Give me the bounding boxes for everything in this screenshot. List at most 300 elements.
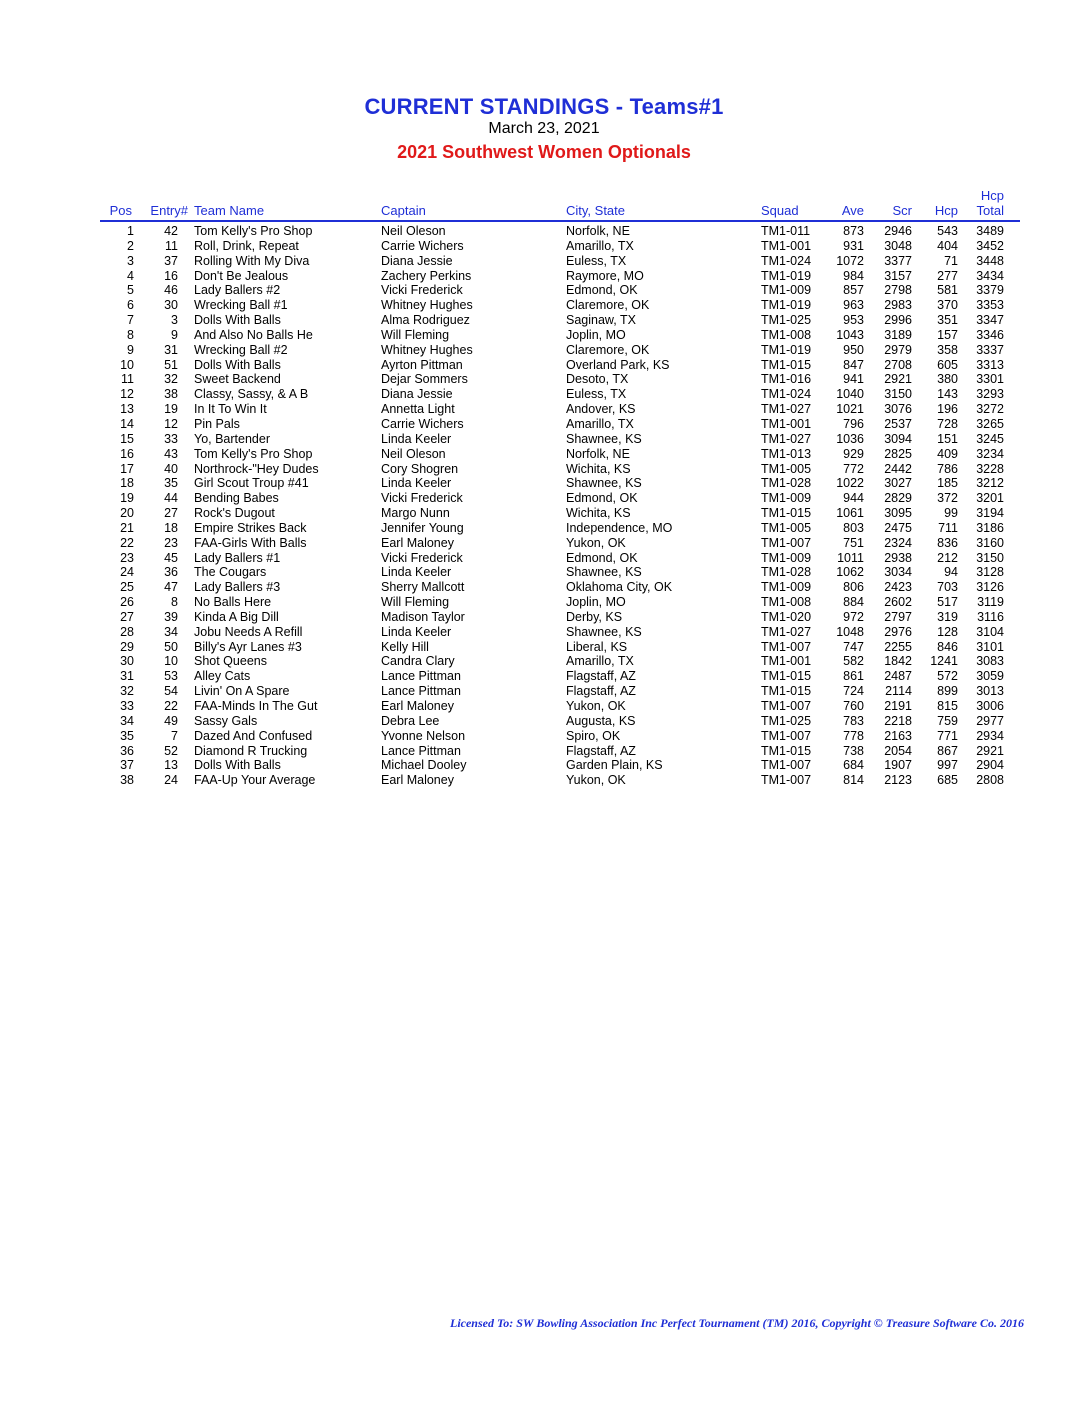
cell-entry: 19 bbox=[164, 402, 178, 417]
cell-ave: 747 bbox=[843, 639, 864, 654]
cell-city: Edmond, OK bbox=[566, 491, 638, 506]
cell-city: Joplin, MO bbox=[566, 595, 626, 610]
cell-ave: 953 bbox=[843, 313, 864, 328]
cell-captain: Diana Jessie bbox=[381, 253, 453, 268]
cell-squad: TM1-009 bbox=[761, 283, 812, 298]
cell-hcp: 277 bbox=[937, 268, 958, 283]
cell-squad: TM1-027 bbox=[761, 624, 812, 639]
cell-squad: TM1-005 bbox=[761, 461, 812, 476]
cell-entry: 36 bbox=[164, 565, 178, 580]
cell-team: Don't Be Jealous bbox=[194, 268, 289, 283]
cell-entry: 27 bbox=[164, 506, 178, 521]
table-row bbox=[100, 447, 1020, 462]
cell-hcp: 517 bbox=[937, 595, 958, 610]
cell-city: Raymore, MO bbox=[566, 268, 644, 283]
cell-team: Rock's Dugout bbox=[194, 506, 275, 521]
cell-pos: 32 bbox=[120, 684, 134, 699]
cell-hcp: 846 bbox=[937, 639, 958, 654]
event-name: 2021 Southwest Women Optionals bbox=[397, 142, 691, 162]
cell-pos: 16 bbox=[120, 446, 134, 461]
cell-squad: TM1-016 bbox=[761, 372, 812, 387]
cell-hcp: 711 bbox=[938, 520, 958, 535]
cell-scr: 2487 bbox=[884, 669, 912, 684]
cell-pos: 9 bbox=[127, 342, 134, 357]
cell-scr: 3377 bbox=[884, 253, 912, 268]
table-row bbox=[100, 744, 1020, 759]
cell-squad: TM1-028 bbox=[761, 565, 812, 580]
cell-pos: 2 bbox=[127, 238, 134, 253]
cell-pos: 3 bbox=[127, 253, 134, 268]
cell-entry: 8 bbox=[171, 595, 178, 610]
cell-entry: 24 bbox=[164, 773, 178, 788]
report-date: March 23, 2021 bbox=[488, 120, 600, 137]
cell-hcp: 370 bbox=[937, 298, 958, 313]
column-header-entry: Entry# bbox=[150, 203, 188, 218]
cell-ave: 873 bbox=[843, 224, 864, 238]
cell-captain: Lance Pittman bbox=[381, 743, 461, 758]
cell-pos: 35 bbox=[120, 728, 134, 743]
cell-squad: TM1-013 bbox=[761, 446, 812, 461]
cell-pos: 4 bbox=[127, 268, 134, 283]
cell-entry: 49 bbox=[164, 713, 178, 728]
cell-total: 2934 bbox=[976, 728, 1004, 743]
cell-squad: TM1-027 bbox=[761, 402, 812, 417]
cell-city: Oklahoma City, OK bbox=[566, 580, 673, 595]
cell-city: Wichita, KS bbox=[566, 506, 631, 521]
column-header-city: City, State bbox=[566, 203, 626, 218]
cell-captain: Debra Lee bbox=[381, 713, 440, 728]
table-row bbox=[100, 610, 1020, 625]
cell-hcp: 157 bbox=[937, 327, 958, 342]
cell-scr: 2708 bbox=[884, 357, 912, 372]
cell-team: Tom Kelly's Pro Shop bbox=[194, 224, 313, 238]
cell-ave: 582 bbox=[843, 654, 864, 669]
cell-squad: TM1-009 bbox=[761, 550, 812, 565]
table-row bbox=[100, 595, 1020, 610]
cell-hcp: 759 bbox=[937, 713, 958, 728]
table-row bbox=[100, 476, 1020, 491]
cell-squad: TM1-019 bbox=[761, 342, 812, 357]
cell-total: 2904 bbox=[976, 758, 1004, 773]
cell-captain: Linda Keeler bbox=[381, 565, 452, 580]
cell-team: Dolls With Balls bbox=[194, 313, 281, 328]
cell-team: Dazed And Confused bbox=[194, 728, 313, 743]
cell-squad: TM1-015 bbox=[761, 669, 812, 684]
cell-squad: TM1-007 bbox=[761, 699, 812, 713]
cell-pos: 25 bbox=[120, 580, 134, 595]
cell-entry: 3 bbox=[171, 313, 178, 328]
cell-scr: 3095 bbox=[884, 506, 912, 521]
cell-team: Yo, Bartender bbox=[194, 431, 270, 446]
cell-city: Saginaw, TX bbox=[566, 313, 636, 328]
cell-ave: 772 bbox=[843, 461, 864, 476]
cell-team: Jobu Needs A Refill bbox=[194, 624, 303, 639]
cell-entry: 22 bbox=[164, 699, 178, 713]
cell-captain: Zachery Perkins bbox=[381, 268, 472, 283]
cell-city: Shawnee, KS bbox=[566, 624, 642, 639]
cell-team: Wrecking Ball #2 bbox=[194, 342, 288, 357]
cell-hcp: 728 bbox=[937, 416, 958, 431]
cell-ave: 984 bbox=[843, 268, 864, 283]
cell-captain: Linda Keeler bbox=[381, 476, 452, 491]
column-header-total-line1: Hcp bbox=[980, 188, 1004, 203]
cell-hcp: 409 bbox=[937, 446, 958, 461]
cell-team: Billy's Ayr Lanes #3 bbox=[194, 639, 302, 654]
cell-captain: Carrie Wichers bbox=[381, 416, 464, 431]
cell-city: Garden Plain, KS bbox=[566, 758, 663, 773]
cell-captain: Earl Maloney bbox=[381, 773, 454, 788]
cell-total: 3013 bbox=[976, 684, 1004, 699]
cell-scr: 1842 bbox=[884, 654, 912, 669]
cell-scr: 3094 bbox=[884, 431, 912, 446]
table-row bbox=[100, 313, 1020, 328]
table-row bbox=[100, 565, 1020, 580]
cell-team: Wrecking Ball #1 bbox=[194, 298, 288, 313]
cell-squad: TM1-009 bbox=[761, 580, 812, 595]
cell-scr: 2938 bbox=[884, 550, 912, 565]
cell-captain: Jennifer Young bbox=[381, 520, 464, 535]
cell-total: 3293 bbox=[976, 387, 1004, 402]
cell-pos: 22 bbox=[120, 535, 134, 550]
cell-scr: 2798 bbox=[884, 283, 912, 298]
cell-entry: 16 bbox=[164, 268, 178, 283]
table-row bbox=[100, 269, 1020, 284]
table-row bbox=[100, 758, 1020, 773]
table-row bbox=[100, 521, 1020, 536]
table-row bbox=[100, 283, 1020, 298]
cell-ave: 796 bbox=[843, 416, 864, 431]
cell-captain: Earl Maloney bbox=[381, 699, 454, 713]
cell-team: Shot Queens bbox=[194, 654, 267, 669]
table-row bbox=[100, 551, 1020, 566]
cell-hcp: 372 bbox=[937, 491, 958, 506]
cell-team: The Cougars bbox=[194, 565, 267, 580]
cell-hcp: 836 bbox=[937, 535, 958, 550]
cell-ave: 1021 bbox=[836, 402, 864, 417]
cell-total: 3212 bbox=[976, 476, 1004, 491]
table-row bbox=[100, 432, 1020, 447]
cell-city: Wichita, KS bbox=[566, 461, 631, 476]
cell-total: 3083 bbox=[976, 654, 1004, 669]
cell-total: 3116 bbox=[977, 609, 1004, 624]
table-row bbox=[100, 536, 1020, 551]
cell-scr: 2442 bbox=[884, 461, 912, 476]
cell-squad: TM1-019 bbox=[761, 298, 812, 313]
cell-squad: TM1-020 bbox=[761, 609, 812, 624]
cell-team: Rolling With My Diva bbox=[194, 253, 310, 268]
column-header-ave: Ave bbox=[841, 203, 864, 218]
cell-squad: TM1-001 bbox=[761, 238, 812, 253]
cell-city: Euless, TX bbox=[566, 387, 627, 402]
cell-hcp: 196 bbox=[937, 402, 958, 417]
cell-total: 3346 bbox=[976, 327, 1004, 342]
cell-pos: 12 bbox=[120, 387, 134, 402]
cell-city: Shawnee, KS bbox=[566, 431, 642, 446]
cell-entry: 9 bbox=[171, 327, 178, 342]
cell-total: 3234 bbox=[976, 446, 1004, 461]
cell-ave: 760 bbox=[843, 699, 864, 713]
cell-pos: 24 bbox=[120, 565, 134, 580]
cell-total: 3150 bbox=[976, 550, 1004, 565]
cell-city: Edmond, OK bbox=[566, 550, 638, 565]
standings-table bbox=[100, 224, 1020, 788]
cell-scr: 2921 bbox=[884, 372, 912, 387]
cell-hcp: 94 bbox=[944, 565, 958, 580]
cell-entry: 46 bbox=[164, 283, 178, 298]
cell-ave: 929 bbox=[843, 446, 864, 461]
cell-entry: 38 bbox=[164, 387, 178, 402]
cell-city: Amarillo, TX bbox=[566, 238, 634, 253]
column-header-captain: Captain bbox=[381, 203, 426, 218]
cell-ave: 1072 bbox=[836, 253, 864, 268]
cell-pos: 13 bbox=[120, 402, 134, 417]
cell-ave: 963 bbox=[843, 298, 864, 313]
cell-pos: 36 bbox=[120, 743, 134, 758]
cell-squad: TM1-007 bbox=[761, 758, 812, 773]
cell-pos: 6 bbox=[127, 298, 134, 313]
table-row bbox=[100, 625, 1020, 640]
cell-captain: Will Fleming bbox=[381, 327, 450, 342]
cell-hcp: 997 bbox=[937, 758, 958, 773]
cell-entry: 47 bbox=[164, 580, 178, 595]
cell-entry: 11 bbox=[165, 238, 178, 253]
column-header-total-line2: Total bbox=[976, 203, 1004, 218]
cell-total: 3006 bbox=[976, 699, 1004, 713]
cell-squad: TM1-015 bbox=[761, 357, 812, 372]
cell-scr: 2825 bbox=[884, 446, 912, 461]
cell-team: FAA-Up Your Average bbox=[194, 773, 316, 788]
cell-scr: 2829 bbox=[884, 491, 912, 506]
cell-scr: 3034 bbox=[884, 565, 912, 580]
table-row bbox=[100, 506, 1020, 521]
cell-pos: 11 bbox=[121, 372, 134, 387]
table-row bbox=[100, 372, 1020, 387]
cell-pos: 10 bbox=[120, 357, 134, 372]
cell-pos: 29 bbox=[120, 639, 134, 654]
cell-squad: TM1-025 bbox=[761, 713, 812, 728]
cell-squad: TM1-015 bbox=[761, 684, 812, 699]
cell-pos: 38 bbox=[120, 773, 134, 788]
cell-city: Norfolk, NE bbox=[566, 446, 630, 461]
cell-city: Claremore, OK bbox=[566, 298, 650, 313]
cell-scr: 3150 bbox=[884, 387, 912, 402]
cell-pos: 28 bbox=[120, 624, 134, 639]
cell-entry: 42 bbox=[164, 224, 178, 238]
cell-total: 3194 bbox=[976, 506, 1004, 521]
cell-squad: TM1-001 bbox=[761, 654, 812, 669]
cell-pos: 15 bbox=[120, 431, 134, 446]
cell-entry: 37 bbox=[164, 253, 178, 268]
cell-team: Roll, Drink, Repeat bbox=[194, 238, 299, 253]
cell-ave: 684 bbox=[843, 758, 864, 773]
cell-squad: TM1-007 bbox=[761, 728, 812, 743]
cell-captain: Vicki Frederick bbox=[381, 491, 463, 506]
cell-scr: 2123 bbox=[884, 773, 912, 788]
table-row bbox=[100, 654, 1020, 669]
cell-city: Yukon, OK bbox=[566, 773, 626, 788]
cell-squad: TM1-007 bbox=[761, 639, 812, 654]
cell-total: 3201 bbox=[976, 491, 1004, 506]
cell-ave: 1061 bbox=[836, 506, 864, 521]
column-header-scr: Scr bbox=[892, 203, 912, 218]
cell-entry: 39 bbox=[164, 609, 178, 624]
cell-scr: 2255 bbox=[884, 639, 912, 654]
cell-squad: TM1-007 bbox=[761, 535, 812, 550]
cell-hcp: 99 bbox=[944, 506, 958, 521]
cell-captain: Ayrton Pittman bbox=[381, 357, 463, 372]
cell-pos: 27 bbox=[120, 609, 134, 624]
cell-total: 3119 bbox=[977, 595, 1004, 610]
cell-captain: Vicki Frederick bbox=[381, 283, 463, 298]
cell-scr: 2602 bbox=[884, 595, 912, 610]
cell-ave: 806 bbox=[843, 580, 864, 595]
cell-captain: Kelly Hill bbox=[381, 639, 429, 654]
table-row bbox=[100, 358, 1020, 373]
cell-ave: 1022 bbox=[836, 476, 864, 491]
cell-city: Amarillo, TX bbox=[566, 654, 634, 669]
cell-total: 2808 bbox=[976, 773, 1004, 788]
cell-entry: 13 bbox=[164, 758, 178, 773]
table-row bbox=[100, 640, 1020, 655]
cell-ave: 1043 bbox=[836, 327, 864, 342]
cell-hcp: 212 bbox=[937, 550, 958, 565]
cell-city: Andover, KS bbox=[566, 402, 636, 417]
cell-entry: 33 bbox=[164, 431, 178, 446]
cell-entry: 34 bbox=[164, 624, 178, 639]
cell-team: Sweet Backend bbox=[194, 372, 281, 387]
cell-captain: Whitney Hughes bbox=[381, 298, 473, 313]
cell-hcp: 786 bbox=[937, 461, 958, 476]
table-row bbox=[100, 224, 1020, 239]
cell-total: 3186 bbox=[976, 520, 1004, 535]
cell-squad: TM1-001 bbox=[761, 416, 812, 431]
cell-entry: 18 bbox=[164, 520, 178, 535]
cell-total: 3265 bbox=[976, 416, 1004, 431]
cell-city: Claremore, OK bbox=[566, 342, 650, 357]
cell-ave: 1011 bbox=[837, 550, 864, 565]
table-row bbox=[100, 328, 1020, 343]
cell-city: Overland Park, KS bbox=[566, 357, 670, 372]
cell-total: 3059 bbox=[976, 669, 1004, 684]
cell-team: Lady Ballers #2 bbox=[194, 283, 281, 298]
cell-city: Flagstaff, AZ bbox=[566, 669, 636, 684]
cell-scr: 2423 bbox=[884, 580, 912, 595]
cell-hcp: 351 bbox=[937, 313, 958, 328]
cell-total: 3353 bbox=[976, 298, 1004, 313]
cell-scr: 2218 bbox=[884, 713, 912, 728]
page-title: CURRENT STANDINGS - Teams#1 bbox=[364, 94, 724, 119]
cell-pos: 34 bbox=[120, 713, 134, 728]
cell-ave: 738 bbox=[843, 743, 864, 758]
cell-team: Tom Kelly's Pro Shop bbox=[194, 446, 313, 461]
cell-pos: 19 bbox=[120, 491, 134, 506]
cell-entry: 52 bbox=[164, 743, 178, 758]
cell-captain: Dejar Sommers bbox=[381, 372, 468, 387]
cell-ave: 751 bbox=[843, 535, 864, 550]
cell-total: 3452 bbox=[976, 238, 1004, 253]
cell-hcp: 771 bbox=[937, 728, 958, 743]
cell-team: Empire Strikes Back bbox=[194, 520, 307, 535]
table-row bbox=[100, 773, 1020, 788]
cell-pos: 14 bbox=[120, 416, 134, 431]
cell-hcp: 703 bbox=[937, 580, 958, 595]
cell-ave: 803 bbox=[843, 520, 864, 535]
cell-city: Augusta, KS bbox=[566, 713, 636, 728]
cell-city: Shawnee, KS bbox=[566, 565, 642, 580]
cell-scr: 2324 bbox=[884, 535, 912, 550]
cell-pos: 7 bbox=[127, 313, 134, 328]
cell-squad: TM1-025 bbox=[761, 313, 812, 328]
cell-ave: 941 bbox=[843, 372, 864, 387]
cell-city: Desoto, TX bbox=[566, 372, 629, 387]
table-row bbox=[100, 462, 1020, 477]
cell-ave: 1062 bbox=[836, 565, 864, 580]
cell-hcp: 185 bbox=[937, 476, 958, 491]
cell-team: Alley Cats bbox=[194, 669, 251, 684]
cell-squad: TM1-009 bbox=[761, 491, 812, 506]
column-header-pos: Pos bbox=[109, 203, 132, 218]
cell-team: Pin Pals bbox=[194, 416, 240, 431]
cell-scr: 2163 bbox=[884, 728, 912, 743]
cell-captain: Margo Nunn bbox=[381, 506, 450, 521]
cell-scr: 3157 bbox=[884, 268, 912, 283]
cell-scr: 2114 bbox=[885, 684, 912, 699]
cell-hcp: 815 bbox=[937, 699, 958, 713]
cell-team: Sassy Gals bbox=[194, 713, 258, 728]
cell-captain: Alma Rodriguez bbox=[381, 313, 470, 328]
cell-pos: 21 bbox=[120, 520, 134, 535]
cell-total: 3128 bbox=[976, 565, 1004, 580]
cell-hcp: 543 bbox=[937, 224, 958, 238]
cell-total: 3448 bbox=[976, 253, 1004, 268]
cell-city: Flagstaff, AZ bbox=[566, 684, 636, 699]
cell-hcp: 71 bbox=[944, 253, 958, 268]
cell-hcp: 581 bbox=[937, 283, 958, 298]
cell-team: FAA-Minds In The Gut bbox=[194, 699, 318, 713]
cell-squad: TM1-008 bbox=[761, 595, 812, 610]
cell-team: And Also No Balls He bbox=[194, 327, 313, 342]
cell-captain: Annetta Light bbox=[381, 402, 455, 417]
cell-captain: Diana Jessie bbox=[381, 387, 453, 402]
cell-hcp: 143 bbox=[937, 387, 958, 402]
cell-hcp: 380 bbox=[937, 372, 958, 387]
cell-ave: 814 bbox=[843, 773, 864, 788]
cell-city: Joplin, MO bbox=[566, 327, 626, 342]
cell-hcp: 404 bbox=[937, 238, 958, 253]
column-header-hcp: Hcp bbox=[934, 203, 958, 218]
cell-city: Independence, MO bbox=[566, 520, 673, 535]
cell-city: Euless, TX bbox=[566, 253, 627, 268]
cell-pos: 33 bbox=[120, 699, 134, 713]
cell-scr: 3076 bbox=[884, 402, 912, 417]
cell-hcp: 899 bbox=[937, 684, 958, 699]
cell-ave: 1040 bbox=[836, 387, 864, 402]
cell-team: Bending Babes bbox=[194, 491, 279, 506]
cell-total: 3104 bbox=[976, 624, 1004, 639]
cell-ave: 857 bbox=[843, 283, 864, 298]
cell-hcp: 605 bbox=[937, 357, 958, 372]
cell-captain: Lance Pittman bbox=[381, 684, 461, 699]
cell-squad: TM1-005 bbox=[761, 520, 812, 535]
cell-total: 2921 bbox=[976, 743, 1004, 758]
cell-pos: 17 bbox=[120, 461, 134, 476]
cell-captain: Whitney Hughes bbox=[381, 342, 473, 357]
cell-ave: 972 bbox=[843, 609, 864, 624]
cell-total: 3313 bbox=[976, 357, 1004, 372]
cell-entry: 7 bbox=[171, 728, 178, 743]
cell-squad: TM1-019 bbox=[761, 268, 812, 283]
table-row bbox=[100, 417, 1020, 432]
